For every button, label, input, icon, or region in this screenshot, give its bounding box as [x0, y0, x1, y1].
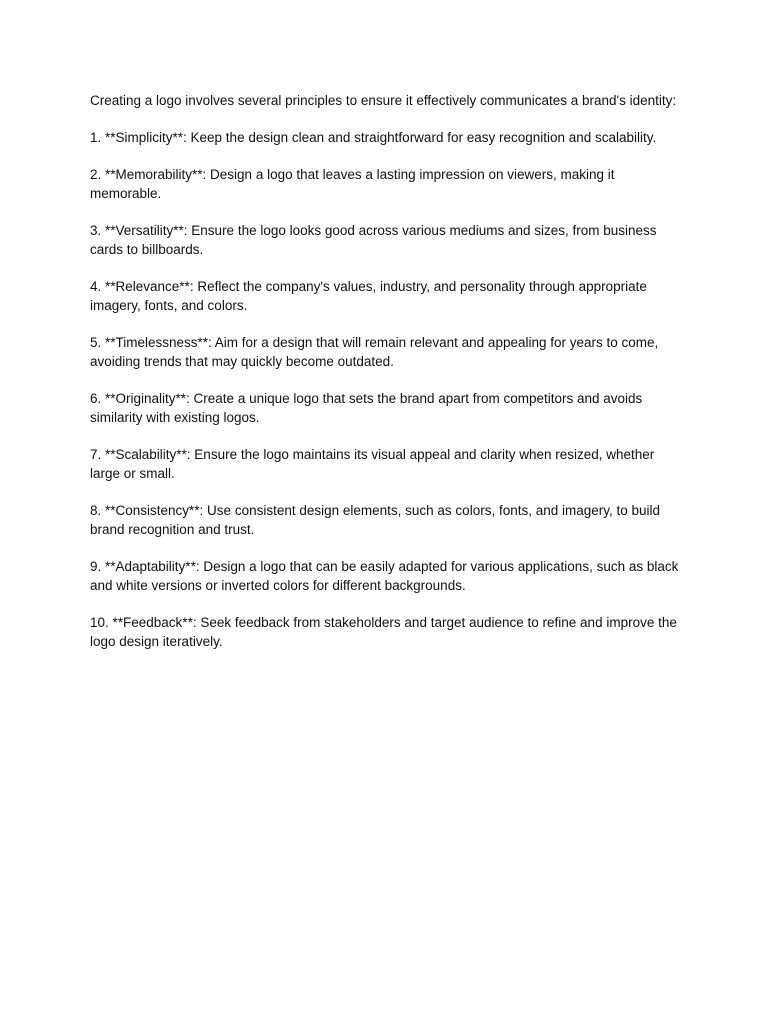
- list-item-memorability: 2. **Memorability**: Design a logo that leaves a lasting impression on viewers, making it memorable.: [90, 167, 615, 201]
- intro-paragraph: Creating a logo involves several principles to ensure it effectively communicates a brand's identity:: [90, 93, 677, 108]
- list-item-feedback: 10. **Feedback**: Seek feedback from stakeholders and target audience to refine and improve the logo design iteratively.: [90, 615, 677, 649]
- list-item-timelessness: 5. **Timelessness**: Aim for a design that will remain relevant and appealing for years to come, avoiding trends that may quickly become outdated.: [90, 335, 659, 369]
- list-item-simplicity: 1. **Simplicity**: Keep the design clean and straightforward for easy recognition and scalability.: [90, 130, 657, 145]
- list-item-scalability: 7. **Scalability**: Ensure the logo maintains its visual appeal and clarity when resized, whether large or small.: [90, 447, 655, 481]
- list-item-relevance: 4. **Relevance**: Reflect the company's values, industry, and personality through appropriate imagery, fonts, and colors.: [90, 279, 647, 313]
- list-item-consistency: 8. **Consistency**: Use consistent design elements, such as colors, fonts, and imagery, to build brand recognition and trust.: [90, 503, 661, 537]
- document-body: [90, 91, 682, 669]
- list-item-versatility: 3. **Versatility**: Ensure the logo looks good across various mediums and sizes, from business cards to billboards.: [90, 223, 657, 257]
- list-item-adaptability: 9. **Adaptability**: Design a logo that can be easily adapted for various applications, such as black and white versions or inverted colors for different backgrounds.: [90, 559, 679, 593]
- list-item-originality: 6. **Originality**: Create a unique logo that sets the brand apart from competitors and avoids similarity with existing logos.: [90, 391, 643, 425]
